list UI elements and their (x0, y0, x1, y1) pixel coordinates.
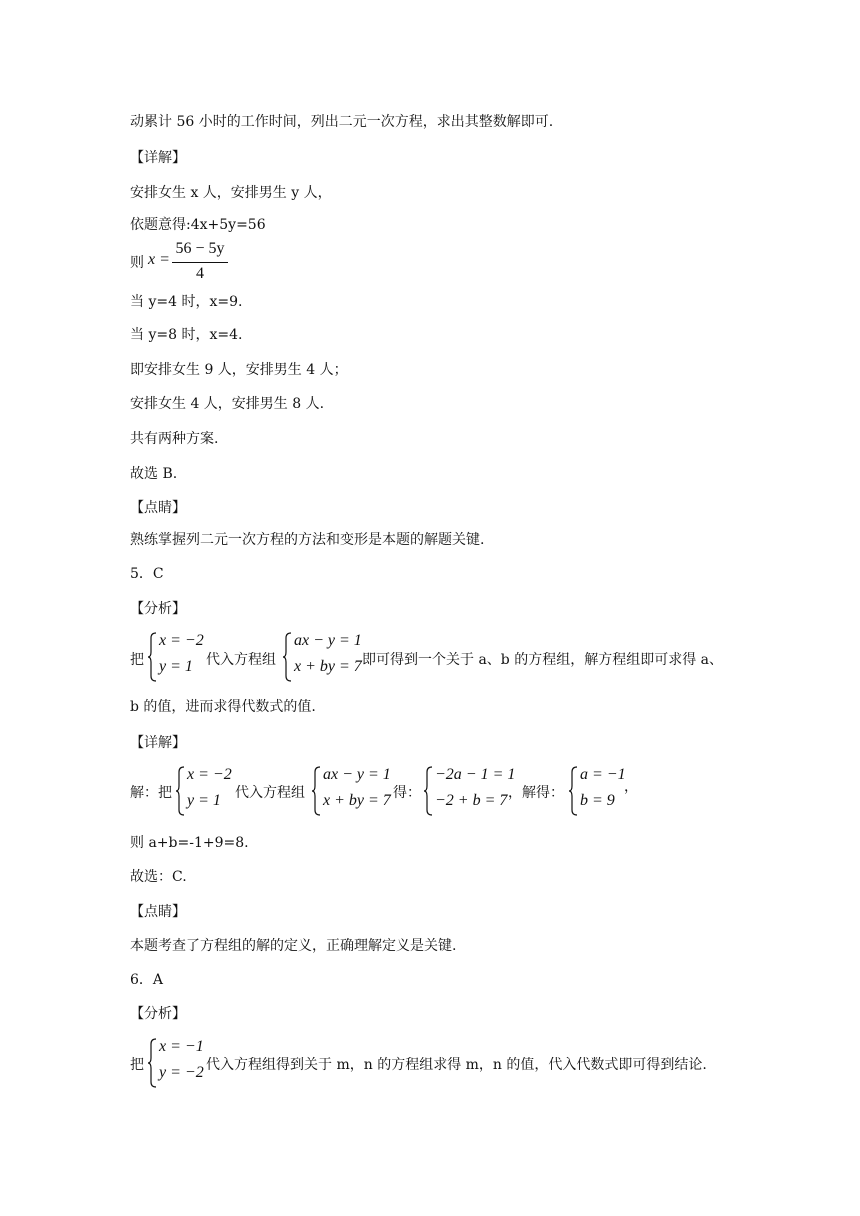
equation-row: x = −1 (159, 1038, 204, 1055)
equation-row: a = −1 (580, 766, 626, 783)
text-line: ，解得： (508, 785, 564, 801)
equation-row: ax − y = 1 (294, 632, 362, 649)
fraction-denominator: 4 (196, 265, 204, 282)
text-line: 依题意得:4x+5y=56 (130, 217, 266, 233)
section-heading-note: 【点睛】 (130, 500, 186, 516)
text-line: 代入方程组 (235, 785, 305, 801)
answer-number: 6．A (130, 972, 164, 988)
equation-row: b = 9 (580, 792, 615, 809)
text-line: 把 (130, 1057, 144, 1073)
section-heading-detail: 【详解】 (130, 150, 186, 166)
section-heading-detail: 【详解】 (130, 735, 186, 751)
text-line: 熟练掌握列二元一次方程的方法和变形是本题的解题关键. (130, 532, 485, 548)
answer-number: 5．C (130, 566, 164, 582)
equation-system (175, 766, 233, 818)
text-line: 本题考查了方程组的解的定义，正确理解定义是关键. (130, 938, 457, 954)
brace-icon (147, 1038, 157, 1088)
equation-row: −2 + b = 7 (435, 792, 508, 809)
fraction-bar (172, 262, 228, 263)
equation-system (311, 766, 391, 818)
brace-icon (147, 632, 157, 682)
equation-row: x = −2 (187, 766, 232, 783)
text-line: 安排女生 4 人，安排男生 8 人. (130, 396, 325, 412)
brace-icon (423, 766, 433, 816)
brace-icon (568, 766, 578, 816)
fraction-numerator: 56 − 5y (175, 240, 225, 257)
equation-system (147, 1038, 205, 1090)
text-line: 即可得到一个关于 a、b 的方程组，解方程组即可求得 a、 (362, 652, 724, 668)
section-heading-analysis: 【分析】 (130, 601, 186, 617)
equation-system (147, 632, 205, 684)
equation-row: y = 1 (187, 792, 221, 809)
equation-row: x + by = 7 (323, 792, 391, 809)
equation-system (568, 766, 630, 818)
equation-row: −2a − 1 = 1 (435, 766, 516, 783)
math-variable: x = (148, 251, 170, 268)
equation-system (423, 766, 515, 818)
text-line: 即安排女生 9 人，安排男生 4 人； (130, 362, 348, 378)
equation-row: ax − y = 1 (323, 766, 391, 783)
text-line: 代入方程组 (206, 652, 276, 668)
text-line: 则 a+b=-1+9=8. (130, 835, 249, 851)
text-line: 当 y=8 时，x=4. (130, 327, 243, 343)
section-heading-analysis: 【分析】 (130, 1006, 186, 1022)
text-line: ， (624, 779, 638, 795)
brace-icon (282, 632, 292, 682)
section-heading-note: 【点睛】 (130, 904, 186, 920)
text-line: 故选 B. (130, 466, 178, 482)
text-line: 代入方程组得到关于 m，n 的方程组求得 m，n 的值，代入代数式即可得到结论. (206, 1057, 707, 1073)
equation-row: x + by = 7 (294, 658, 362, 675)
equation-row: y = 1 (159, 658, 193, 675)
equation-row: y = −2 (159, 1064, 204, 1081)
text-line: 故选：C. (130, 869, 187, 885)
fraction (172, 238, 228, 286)
text-line: 把 (130, 652, 144, 668)
text-line: 则 (130, 255, 144, 271)
text-line: 得： (393, 785, 421, 801)
brace-icon (311, 766, 321, 816)
text-line: 共有两种方案. (130, 431, 219, 447)
text-line: 当 y=4 时，x=9. (130, 294, 243, 310)
text-line: b 的值，进而求得代数式的值. (130, 699, 316, 715)
text-line: 动累计 56 小时的工作时间，列出二元一次方程，求出其整数解即可. (130, 114, 554, 130)
equation-row: x = −2 (159, 632, 204, 649)
text-line: 安排女生 x 人，安排男生 y 人， (130, 185, 332, 201)
equation-system (282, 632, 362, 684)
brace-icon (175, 766, 185, 816)
text-line: 解：把 (130, 785, 172, 801)
